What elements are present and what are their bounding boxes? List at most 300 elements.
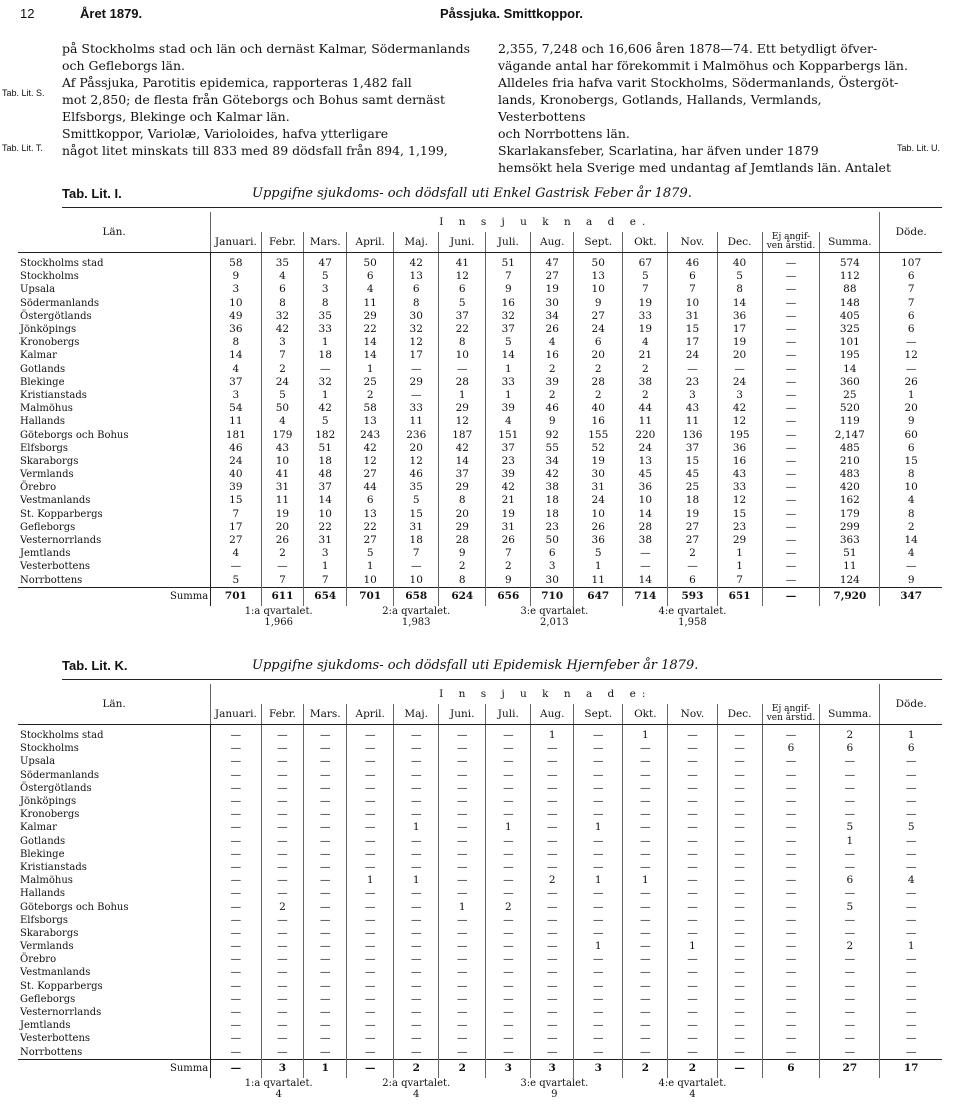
table-cell: —	[486, 993, 531, 1006]
table-cell: 5	[261, 389, 304, 402]
table-cell: 9	[907, 415, 915, 428]
table-cell: 5	[211, 574, 261, 588]
table-row	[18, 363, 942, 376]
table-cell: —	[762, 389, 820, 402]
table-cell: 1	[394, 874, 439, 887]
table-cell: —	[439, 808, 486, 821]
table-cell: 405	[820, 310, 880, 323]
text-line: Smittkoppor, Variolæ, Varioloides, hafva ytterligare	[62, 126, 389, 141]
table-cell: —	[574, 1019, 623, 1032]
col-header: Juli.	[486, 704, 531, 725]
table-cell: —	[261, 940, 304, 953]
col-header: Aug.	[531, 232, 574, 253]
col-header: Okt.	[623, 232, 668, 253]
table-cell: 21	[623, 349, 668, 362]
table-cell: 1	[439, 389, 486, 402]
summa-cell: 656	[486, 587, 531, 606]
table-row	[18, 821, 942, 834]
table-cell: —	[211, 769, 261, 782]
table-cell: —	[486, 874, 531, 887]
table-cell: —	[574, 808, 623, 821]
table-cell: 27	[668, 534, 717, 547]
table-cell: 2	[486, 900, 531, 913]
table-cell: 38	[531, 481, 574, 494]
table-cell: —	[623, 742, 668, 755]
table-cell: 483	[820, 468, 880, 481]
table-row	[18, 521, 942, 534]
row-label: Göteborgs och Bohus	[18, 900, 211, 913]
table-i-label: Tab. Lit. I.	[62, 186, 122, 201]
table-cell: —	[762, 808, 820, 821]
table-cell: 3	[211, 283, 261, 296]
table-cell: —	[717, 953, 762, 966]
table-cell: 9	[531, 415, 574, 428]
quarter-value: 2,013	[540, 616, 569, 628]
table-cell: 420	[820, 481, 880, 494]
summa-cell: 611	[261, 587, 304, 606]
table-cell: 43	[717, 468, 762, 481]
table-cell: —	[623, 900, 668, 913]
table-cell: —	[439, 755, 486, 768]
table-cell: 10	[668, 297, 717, 310]
table-cell: 40	[574, 402, 623, 415]
table-cell: 35	[394, 481, 439, 494]
table-cell: 20	[574, 349, 623, 362]
table-cell: —	[905, 560, 917, 573]
table-cell: —	[820, 1046, 880, 1060]
table-cell: 1	[486, 363, 531, 376]
table-cell: —	[762, 455, 820, 468]
quarter-label: 1:a qvartalet.	[244, 1077, 313, 1089]
row-label: Malmöhus	[18, 402, 211, 415]
table-cell: 1	[486, 389, 531, 402]
table-cell: —	[211, 980, 261, 993]
table-cell: 17	[394, 349, 439, 362]
table-cell: —	[486, 1046, 531, 1060]
table-cell: —	[762, 376, 820, 389]
table-cell: 360	[820, 376, 880, 389]
row-label: Södermanlands	[18, 769, 211, 782]
row-label: Blekinge	[18, 848, 211, 861]
table-cell: 14	[347, 349, 394, 362]
margin-ref-t: Tab. Lit. T.	[2, 143, 43, 153]
table-cell: 30	[574, 468, 623, 481]
table-cell: 45	[668, 468, 717, 481]
table-cell: —	[304, 821, 347, 834]
table-cell: 6	[394, 283, 439, 296]
table-cell: 119	[820, 415, 880, 428]
table-cell: 50	[531, 534, 574, 547]
table-cell: —	[623, 769, 668, 782]
table-cell: —	[486, 1006, 531, 1019]
table-cell: —	[347, 900, 394, 913]
table-cell: 9	[486, 283, 531, 296]
col-header: Okt.	[623, 704, 668, 725]
table-cell: —	[668, 742, 717, 755]
table-cell: —	[905, 1019, 917, 1032]
summa-cell: 654	[304, 587, 347, 606]
table-cell: —	[574, 927, 623, 940]
table-cell: —	[261, 782, 304, 795]
table-cell: 20	[394, 442, 439, 455]
table-cell: —	[347, 835, 394, 848]
table-cell: —	[905, 781, 917, 794]
table-cell: 7	[211, 508, 261, 521]
table-cell: 162	[820, 494, 880, 507]
table-cell: —	[531, 835, 574, 848]
table-cell: 6	[907, 309, 915, 322]
table-cell: —	[439, 725, 486, 743]
table-cell: 1	[623, 874, 668, 887]
table-cell: —	[211, 1006, 261, 1019]
table-cell: —	[261, 887, 304, 900]
summa-label: Summa	[18, 1059, 211, 1078]
table-cell: 5	[486, 336, 531, 349]
row-label: Gefleborgs	[18, 993, 211, 1006]
table-cell: 1	[820, 835, 880, 848]
table-cell: 33	[623, 310, 668, 323]
table-cell: 5	[347, 547, 394, 560]
table-cell: 112	[820, 270, 880, 283]
table-cell: 12	[347, 455, 394, 468]
table-cell: 40	[211, 468, 261, 481]
table-cell: 33	[717, 481, 762, 494]
table-cell: 25	[668, 481, 717, 494]
table-cell: —	[486, 887, 531, 900]
table-cell: —	[261, 874, 304, 887]
table-cell: —	[347, 914, 394, 927]
table-cell: —	[211, 742, 261, 755]
table-cell: 16	[486, 297, 531, 310]
quarter-value: 4	[413, 1088, 420, 1100]
table-cell: —	[486, 914, 531, 927]
table-cell: —	[394, 389, 439, 402]
table-cell: —	[905, 992, 917, 1005]
table-cell: 6	[820, 874, 880, 887]
table-cell: 6	[668, 574, 717, 588]
summa-cell: 2	[394, 1059, 439, 1078]
text-line: något litet minskats till 833 med 89 dödsfall från 894, 1,199,	[62, 143, 448, 158]
table-cell: —	[211, 1019, 261, 1032]
table-cell: —	[261, 966, 304, 979]
table-cell: 26	[486, 534, 531, 547]
quarters-row	[18, 1078, 942, 1102]
table-cell: —	[304, 1006, 347, 1019]
table-cell: 51	[820, 547, 880, 560]
col-header: Nov.	[668, 704, 717, 725]
table-cell: —	[762, 927, 820, 940]
table-cell: —	[261, 1032, 304, 1045]
table-cell: 12	[394, 336, 439, 349]
table-cell: 101	[820, 336, 880, 349]
table-cell: 50	[347, 253, 394, 271]
table-cell: 8	[907, 507, 915, 520]
table-cell: —	[717, 1019, 762, 1032]
table-row	[18, 1006, 942, 1019]
table-cell: 8	[439, 494, 486, 507]
col-header: Maj.	[394, 704, 439, 725]
table-cell: 4	[261, 270, 304, 283]
table-cell: —	[394, 1046, 439, 1060]
quarter-total	[486, 606, 623, 630]
table-cell: —	[347, 1046, 394, 1060]
table-cell: —	[762, 336, 820, 349]
table-k-title	[62, 658, 942, 674]
table-row	[18, 336, 942, 349]
table-cell: 1	[907, 729, 915, 742]
table-cell: —	[347, 940, 394, 953]
table-cell: —	[531, 914, 574, 927]
table-cell: 14	[623, 508, 668, 521]
table-row	[18, 455, 942, 468]
table-cell: 12	[394, 455, 439, 468]
table-cell: 43	[261, 442, 304, 455]
table-cell: —	[762, 887, 820, 900]
running-title: Påssjuka. Smittkoppor.	[440, 6, 584, 21]
table-cell: —	[905, 795, 917, 808]
table-cell: —	[574, 966, 623, 979]
table-cell: 31	[486, 521, 531, 534]
table-cell: 38	[623, 376, 668, 389]
quarter-value: 9	[551, 1088, 558, 1100]
right-paragraphs	[498, 40, 908, 176]
table-cell: —	[762, 1032, 820, 1045]
table-cell: 36	[211, 323, 261, 336]
table-cell: 19	[668, 508, 717, 521]
table-cell: —	[574, 848, 623, 861]
table-cell: —	[394, 363, 439, 376]
table-cell: 19	[717, 336, 762, 349]
table-cell: —	[261, 927, 304, 940]
quarter-label: 1:a qvartalet.	[244, 605, 313, 617]
col-header: April.	[347, 704, 394, 725]
table-cell: 36	[623, 481, 668, 494]
table-cell: 26	[904, 375, 918, 388]
table-cell: 3	[304, 547, 347, 560]
table-cell: —	[261, 914, 304, 927]
table-cell: 29	[717, 534, 762, 547]
table-cell: —	[717, 795, 762, 808]
table-row	[18, 415, 942, 428]
table-cell: 2	[486, 560, 531, 573]
table-cell: 11	[623, 415, 668, 428]
row-label: Vestmanlands	[18, 966, 211, 979]
table-cell: —	[762, 560, 820, 573]
table-cell: —	[762, 795, 820, 808]
table-cell: —	[486, 953, 531, 966]
table-cell: —	[905, 926, 917, 939]
table-cell: —	[486, 755, 531, 768]
table-cell: —	[668, 848, 717, 861]
table-cell: 1	[623, 725, 668, 743]
table-cell: —	[820, 1006, 880, 1019]
table-cell: —	[261, 560, 304, 573]
table-cell: —	[762, 442, 820, 455]
table-cell: 42	[486, 481, 531, 494]
table-cell: 2	[347, 389, 394, 402]
table-cell: 11	[574, 574, 623, 588]
summa-cell: 2	[439, 1059, 486, 1078]
table-cell: —	[905, 913, 917, 926]
table-cell: —	[347, 848, 394, 861]
col-header: Febr.	[261, 232, 304, 253]
col-header: Dec.	[717, 704, 762, 725]
table-cell: —	[211, 940, 261, 953]
table-cell: 18	[531, 508, 574, 521]
table-cell: —	[762, 494, 820, 507]
table-cell: —	[762, 848, 820, 861]
table-cell: 1	[574, 874, 623, 887]
col-header: Mars.	[304, 704, 347, 725]
table-row	[18, 508, 942, 521]
summa-cell: 701	[347, 587, 394, 606]
summa-cell: 624	[439, 587, 486, 606]
table-cell: 10	[574, 283, 623, 296]
table-cell: —	[304, 1019, 347, 1032]
table-cell: —	[211, 887, 261, 900]
table-cell: 220	[623, 428, 668, 441]
table-cell: 30	[531, 297, 574, 310]
summa-cell: 6	[762, 1059, 820, 1078]
table-cell: 243	[347, 428, 394, 441]
table-cell: —	[762, 574, 820, 588]
table-cell: 18	[304, 455, 347, 468]
quarters-row	[18, 606, 942, 630]
col-header: Mars.	[304, 232, 347, 253]
table-cell: —	[668, 953, 717, 966]
table-cell: —	[668, 900, 717, 913]
table-cell: 520	[820, 402, 880, 415]
table-cell: 151	[486, 428, 531, 441]
table-cell: —	[717, 874, 762, 887]
table-cell: —	[347, 1006, 394, 1019]
table-cell: 42	[304, 402, 347, 415]
table-row	[18, 940, 942, 953]
table-cell: 37	[439, 468, 486, 481]
table-cell: —	[668, 560, 717, 573]
table-cell: 13	[394, 270, 439, 283]
table-k-caption: Uppgifne sjukdoms- och dödsfall uti Epidemisk Hjernfeber år 1879.	[252, 658, 699, 673]
table-row	[18, 795, 942, 808]
table-cell: 3	[531, 560, 574, 573]
col-header: Juli.	[486, 232, 531, 253]
table-cell: —	[261, 725, 304, 743]
table-cell: —	[304, 1032, 347, 1045]
table-cell: 41	[261, 468, 304, 481]
col-header: Sept.	[574, 704, 623, 725]
table-cell: 27	[574, 310, 623, 323]
table-cell: —	[531, 1019, 574, 1032]
table-cell: 1	[347, 363, 394, 376]
col-header-dode: Döde.	[880, 212, 942, 253]
table-row	[18, 808, 942, 821]
table-cell: —	[394, 560, 439, 573]
table-cell: 17	[668, 336, 717, 349]
row-label: Hallands	[18, 415, 211, 428]
table-cell: 9	[211, 270, 261, 283]
table-cell: 18	[394, 534, 439, 547]
table-cell: 1	[574, 940, 623, 953]
table-cell: —	[574, 900, 623, 913]
text-line: vägande antal har förekommit i Malmöhus och Kopparbergs län.	[498, 58, 908, 73]
table-cell: —	[762, 914, 820, 927]
table-cell: —	[531, 927, 574, 940]
table-cell: —	[717, 782, 762, 795]
table-cell: —	[717, 900, 762, 913]
table-cell: 39	[211, 481, 261, 494]
table-cell: —	[211, 914, 261, 927]
summa-cell: 2	[668, 1059, 717, 1078]
table-cell: 4	[907, 874, 915, 887]
table-cell: —	[668, 821, 717, 834]
table-row	[18, 389, 942, 402]
table-cell: 6	[668, 270, 717, 283]
table-cell: —	[905, 1045, 917, 1058]
table-cell: —	[905, 887, 917, 900]
table-cell: 16	[531, 349, 574, 362]
summa-cell: 347	[880, 587, 942, 606]
text-line: på Stockholms stad och län och dernäst Kalmar, Södermanlands	[62, 41, 471, 56]
table-row	[18, 428, 942, 441]
table-cell: —	[486, 848, 531, 861]
table-cell: —	[574, 769, 623, 782]
table-cell: 6	[907, 270, 915, 283]
table-cell: —	[531, 887, 574, 900]
row-label: Östergötlands	[18, 782, 211, 795]
table-row	[18, 966, 942, 979]
row-label: Vestmanlands	[18, 494, 211, 507]
row-label: Örebro	[18, 953, 211, 966]
table-cell: 46	[394, 468, 439, 481]
table-cell: 9	[486, 574, 531, 588]
table-cell: 24	[623, 442, 668, 455]
table-cell: 2	[574, 389, 623, 402]
table-cell: —	[717, 927, 762, 940]
table-cell: —	[304, 914, 347, 927]
table-cell: —	[394, 782, 439, 795]
table-row	[18, 755, 942, 768]
row-label: Upsala	[18, 283, 211, 296]
col-header: April.	[347, 232, 394, 253]
table-cell: —	[762, 547, 820, 560]
table-cell: 136	[668, 428, 717, 441]
table-cell: 3	[717, 389, 762, 402]
table-cell: 24	[668, 349, 717, 362]
quarter-label: 3:e qvartalet.	[520, 605, 589, 617]
table-cell: 7	[717, 574, 762, 588]
table-cell: —	[439, 953, 486, 966]
table-cell: 31	[261, 481, 304, 494]
table-cell: —	[668, 861, 717, 874]
table-i-top-rule	[62, 207, 942, 208]
table-cell: 29	[439, 481, 486, 494]
table-cell: 6	[439, 283, 486, 296]
table-cell: —	[820, 927, 880, 940]
table-cell: —	[486, 835, 531, 848]
table-cell: —	[211, 835, 261, 848]
table-cell: 4	[211, 363, 261, 376]
table-cell: —	[820, 887, 880, 900]
table-cell: —	[439, 861, 486, 874]
summa-cell: —	[347, 1059, 394, 1078]
table-cell: —	[347, 966, 394, 979]
table-cell: —	[668, 725, 717, 743]
table-cell: 2	[531, 874, 574, 887]
table-cell: —	[820, 1032, 880, 1045]
table-cell: —	[394, 725, 439, 743]
table-row	[18, 927, 942, 940]
year-heading: Året 1879.	[80, 6, 143, 21]
